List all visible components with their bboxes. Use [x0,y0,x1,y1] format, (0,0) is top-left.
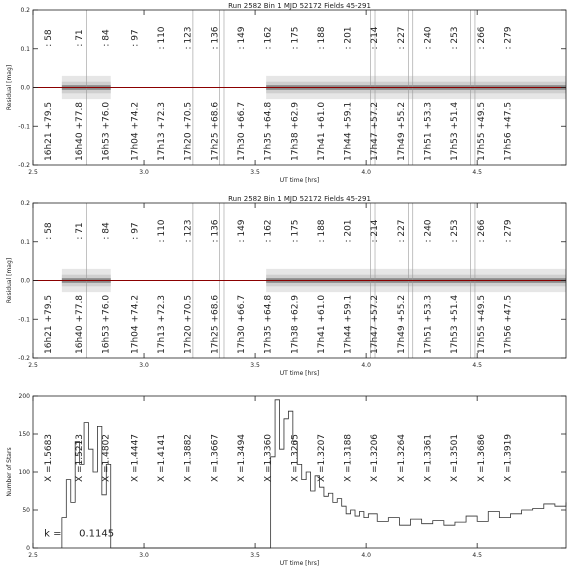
y-tick-label: -0.1 [18,316,30,324]
x-tick-label: 2.5 [28,169,38,176]
airmass-label: X =1.3361 [423,433,434,483]
ra-dec-label: 17h20 +70.5 [183,101,194,161]
ra-dec-label: 17h38 +62.9 [290,294,301,354]
airmass-label: X =1.3264 [396,433,407,483]
field-number-label: : 136 [210,26,221,50]
ra-dec-label: 17h30 +66.7 [236,294,247,354]
chart-panel-2 [6,195,566,377]
field-number-label: : 253 [450,26,461,50]
y-axis-label: Number of Stars [6,447,13,497]
field-number-label: : 123 [183,219,194,243]
field-number-label: : 162 [263,219,274,243]
field-number-label: : 201 [343,219,354,243]
field-number-label: : 227 [396,26,407,50]
y-axis-label: Residual [mag] [6,64,13,111]
ra-dec-label: 17h20 +70.5 [183,294,194,354]
field-number-label: : 201 [343,26,354,50]
field-number-label: : 84 [101,29,112,47]
x-tick-label: 2.5 [28,362,38,369]
x-tick-label: 4.0 [361,169,371,176]
ra-dec-label: 17h55 +49.5 [476,101,487,161]
x-tick-label: 3.0 [139,552,149,559]
airmass-label: X =1.3265 [290,433,301,483]
ra-dec-label: 17h49 +55.2 [396,101,407,161]
x-axis-label: UT time [hrs] [279,370,320,377]
field-number-label: : 71 [74,29,85,47]
x-tick-label: 4.5 [472,552,482,559]
y-tick-label: 0.2 [20,200,30,207]
y-tick-label: -0.1 [18,123,30,131]
y-tick-label: 0.2 [20,7,30,14]
field-number-label: : 110 [157,26,168,50]
field-number-label: : 58 [43,222,54,240]
field-number-label: : 84 [101,222,112,240]
x-axis-label: UT time [hrs] [279,560,320,567]
airmass-label: X =1.3501 [450,433,461,483]
x-tick-label: 4.0 [361,552,371,559]
airmass-label: X =1.3360 [263,433,274,483]
ra-dec-label: 17h30 +66.7 [236,101,247,161]
ra-dec-label: 17h25 +68.6 [210,101,221,161]
ra-dec-label: 16h21 +79.5 [43,101,54,161]
airmass-label: X =1.5683 [43,433,54,483]
field-number-label: : 71 [74,222,85,240]
ra-dec-label: 17h35 +64.8 [263,101,274,161]
y-tick-label: 50 [22,507,30,514]
field-number-label: : 175 [290,26,301,50]
airmass-label: X =1.4141 [157,433,168,483]
x-tick-label: 3.0 [139,169,149,176]
ra-dec-label: 16h40 +77.8 [74,101,85,161]
field-number-label: : 175 [290,219,301,243]
chart-panel-1 [6,2,566,184]
y-axis-label: Residual [mag] [6,257,13,304]
y-tick-label: 0.0 [20,84,30,92]
field-number-label: : 188 [316,219,327,243]
ra-dec-label: 17h35 +64.8 [263,294,274,354]
field-number-label: : 266 [476,26,487,50]
field-number-label: : 149 [236,219,247,243]
airmass-label: X =1.4802 [101,433,112,483]
chart-title: Run 2582 Bin 1 MJD 52172 Fields 45-291 [228,195,371,203]
field-number-label: : 110 [157,219,168,243]
field-number-label: : 149 [236,26,247,50]
airmass-label: X =1.3919 [503,433,514,483]
ra-dec-label: 17h53 +51.4 [450,101,461,161]
y-tick-label: 0 [26,545,30,552]
y-tick-label: 200 [18,393,30,400]
airmass-label: X =1.3207 [316,433,327,483]
airmass-label: X =1.3206 [370,433,381,483]
chart-title: Run 2582 Bin 1 MJD 52172 Fields 45-291 [228,2,371,10]
extinction-k-label: k = [44,528,62,540]
ra-dec-label: 17h44 +59.1 [343,294,354,354]
y-tick-label: -0.2 [18,355,30,362]
airmass-label: X =1.4447 [130,433,141,483]
x-tick-label: 4.5 [472,362,482,369]
field-number-label: : 123 [183,26,194,50]
ra-dec-label: 17h04 +74.2 [130,294,141,354]
ra-dec-label: 16h53 +76.0 [101,101,112,161]
ra-dec-label: 17h41 +61.0 [316,294,327,354]
ra-dec-label: 16h40 +77.8 [74,294,85,354]
ra-dec-label: 17h13 +72.3 [157,294,168,354]
field-number-label: : 253 [450,219,461,243]
ra-dec-label: 17h25 +68.6 [210,294,221,354]
y-tick-label: -0.2 [18,162,30,169]
airmass-label: X =1.3667 [210,433,221,483]
ra-dec-label: 16h53 +76.0 [101,294,112,354]
field-number-label: : 240 [423,219,434,243]
x-tick-label: 4.5 [472,169,482,176]
y-tick-label: 0.1 [20,45,30,53]
field-number-label: : 162 [263,26,274,50]
field-number-label: : 214 [370,26,381,50]
ra-dec-label: 17h41 +61.0 [316,101,327,161]
airmass-label: X =1.3686 [476,433,487,483]
x-tick-label: 2.5 [28,552,38,559]
field-number-label: : 97 [130,222,141,240]
ra-dec-label: 17h53 +51.4 [450,294,461,354]
ra-dec-label: 17h49 +55.2 [396,294,407,354]
ra-dec-label: 17h56 +47.5 [503,294,514,354]
ra-dec-label: 17h44 +59.1 [343,101,354,161]
airmass-label: X =1.3882 [183,433,194,483]
field-number-label: : 58 [43,29,54,47]
y-tick-label: 150 [18,431,30,438]
y-tick-label: 0.1 [20,238,30,246]
field-number-label: : 136 [210,219,221,243]
ra-dec-label: 17h47 +57.2 [370,294,381,354]
x-tick-label: 3.0 [139,362,149,369]
field-number-label: : 97 [130,29,141,47]
field-number-label: : 279 [503,219,514,243]
x-tick-label: 3.5 [250,362,260,369]
ra-dec-label: 17h04 +74.2 [130,101,141,161]
field-number-label: : 240 [423,26,434,50]
airmass-label: X =1.3494 [236,433,247,483]
field-number-label: : 227 [396,219,407,243]
x-axis-label: UT time [hrs] [279,177,320,184]
x-tick-label: 3.5 [250,552,260,559]
airmass-label: X =1.5213 [74,433,85,483]
x-tick-label: 4.0 [361,362,371,369]
field-number-label: : 188 [316,26,327,50]
ra-dec-label: 17h38 +62.9 [290,101,301,161]
ra-dec-label: 17h56 +47.5 [503,101,514,161]
field-number-label: : 266 [476,219,487,243]
y-tick-label: 100 [18,469,30,476]
extinction-k-value: 0.1145 [79,528,115,540]
y-tick-label: 0.0 [20,277,30,285]
field-number-label: : 214 [370,219,381,243]
x-tick-label: 3.5 [250,169,260,176]
ra-dec-label: 17h51 +53.3 [423,294,434,354]
ra-dec-label: 16h21 +79.5 [43,294,54,354]
chart-panel-3 [6,393,566,567]
airmass-label: X =1.3188 [343,433,354,483]
ra-dec-label: 17h47 +57.2 [370,101,381,161]
ra-dec-label: 17h51 +53.3 [423,101,434,161]
ra-dec-label: 17h13 +72.3 [157,101,168,161]
ra-dec-label: 17h55 +49.5 [476,294,487,354]
field-number-label: : 279 [503,26,514,50]
